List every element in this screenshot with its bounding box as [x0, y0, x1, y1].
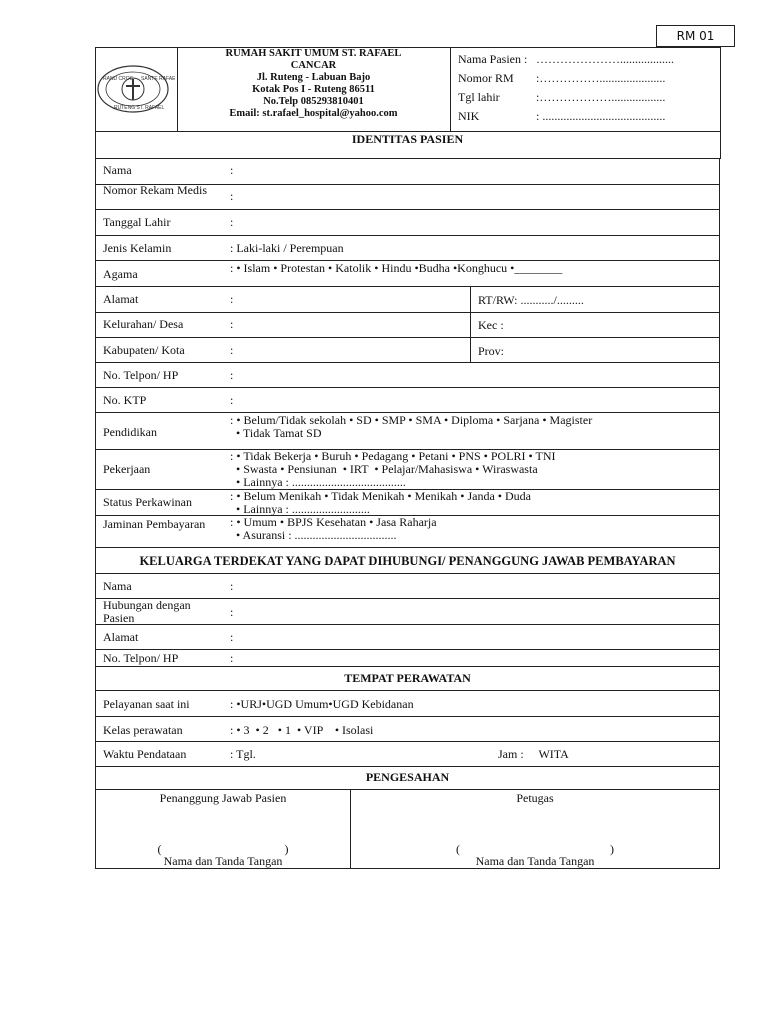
jaminan-pembayaran-label: Jaminan Pembayaran — [103, 517, 206, 531]
row-line — [95, 312, 720, 313]
hospital-name: RUMAH SAKIT UMUM ST. RAFAEL — [225, 48, 402, 59]
patient-nik-label: NIK — [458, 109, 480, 123]
row-line — [95, 649, 720, 650]
row-line — [95, 362, 720, 363]
alamat-label: Alamat — [103, 292, 139, 306]
pendidikan-options-line1[interactable]: : • Belum/Tidak sekolah • SD • SMP • SMA • Diploma • Sarjana • Magister — [230, 413, 593, 427]
pendidikan-label: Pendidikan — [103, 425, 157, 439]
logo-text-top-left: RANU CROS — [103, 76, 134, 82]
tempat-perawatan-title: TEMPAT PERAWATAN — [344, 671, 471, 685]
identitas-title: IDENTITAS PASIEN — [351, 132, 464, 146]
nama-label: Nama — [103, 163, 132, 177]
keluarga-title: KELUARGA TERDEKAT YANG DAPAT DIHUBUNGI/ PENANGGUNG JAWAB PEMBAYARAN — [139, 554, 676, 568]
hospital-logo — [95, 47, 175, 131]
kecamatan-field[interactable]: Kec : — [478, 318, 504, 332]
row-line — [95, 666, 720, 667]
patient-nik-field[interactable]: : ......................................... — [536, 109, 666, 123]
jaminan-pembayaran-options[interactable]: : • Umum • BPJS Kesehatan • Jasa Raharja — [230, 515, 437, 529]
alamat-field[interactable]: : — [230, 292, 234, 306]
status-perkawinan-label: Status Perkawinan — [103, 495, 192, 509]
nama-field[interactable]: : — [230, 163, 234, 177]
no-ktp-field[interactable]: : — [230, 393, 234, 407]
keluarga-telpon-field[interactable]: : — [230, 651, 234, 665]
penanggung-jawab-title: Penanggung Jawab Pasien — [159, 791, 287, 805]
waktu-pendataan-label: Waktu Pendataan — [103, 747, 187, 761]
petugas-signature-field[interactable]: ( ) — [456, 842, 614, 856]
keluarga-nama-label: Nama — [103, 579, 132, 593]
row-line — [95, 209, 720, 210]
pekerjaan-label: Pekerjaan — [103, 462, 151, 476]
kelurahan-desa-field[interactable]: : — [230, 317, 234, 331]
penanggung-jawab-caption: Nama dan Tanda Tangan — [163, 854, 283, 868]
hubungan-field[interactable]: : — [230, 605, 234, 619]
hospital-postbox: Kotak Pos I - Ruteng 86511 — [252, 84, 375, 95]
row-line — [95, 716, 720, 717]
petugas-caption: Nama dan Tanda Tangan — [475, 854, 595, 868]
no-telpon-field[interactable]: : — [230, 368, 234, 382]
waktu-pendataan-jam[interactable]: Jam : WITA — [498, 747, 569, 761]
asuransi-field[interactable]: • Asuransi : .................................. — [230, 528, 397, 542]
table-left-border — [95, 158, 96, 868]
patient-nik-row — [451, 107, 717, 126]
tanggal-lahir-label: Tanggal Lahir — [103, 215, 171, 229]
pendidikan-options-line2[interactable]: • Tidak Tamat SD — [230, 426, 322, 440]
row-line — [95, 387, 720, 388]
nomor-rekam-medis-field[interactable]: : — [230, 189, 234, 203]
patient-dob-label: Tgl lahir — [458, 90, 500, 104]
logo-text-top-right: SANTE RAFAEL — [141, 76, 175, 82]
nomor-rekam-medis-label: Nomor Rekam Medis — [103, 183, 207, 197]
pekerjaan-options-line2[interactable]: • Swasta • Pensiunan • IRT • Pelajar/Mahasiswa • Wiraswasta — [230, 462, 538, 476]
logo-text-bottom: RUTENG ST. RAFAEL — [114, 105, 165, 111]
row-line — [95, 286, 720, 287]
patient-summary-box — [451, 50, 717, 126]
row-line — [95, 573, 720, 574]
hospital-address: Jl. Ruteng - Labuan Bajo — [256, 72, 371, 83]
row-line — [95, 741, 720, 742]
pelayanan-options[interactable]: : •URJ•UGD Umum•UGD Kebidanan — [230, 697, 414, 711]
status-perkawinan-options[interactable]: : • Belum Menikah • Tidak Menikah • Menikah • Janda • Duda — [230, 489, 531, 503]
patient-dob-field[interactable]: :……………….................. — [536, 90, 666, 104]
hospital-name-2: CANCAR — [290, 60, 337, 71]
keluarga-telpon-label: No. Telpon/ HP — [103, 651, 179, 665]
row-line — [95, 690, 720, 691]
row-line — [95, 337, 720, 338]
rt-rw-field[interactable]: RT/RW: .........../......... — [478, 293, 584, 307]
jenis-kelamin-label: Jenis Kelamin — [103, 241, 172, 255]
petugas-title: Petugas — [516, 791, 554, 805]
agama-options[interactable]: : • Islam • Protestan • Katolik • Hindu •Budha •Konghucu •________ — [230, 261, 563, 275]
patient-name-label: Nama Pasien : — [458, 52, 528, 66]
patient-rm-field[interactable]: :……………...................... — [536, 71, 666, 85]
kelurahan-desa-label: Kelurahan/ Desa — [103, 317, 184, 331]
form-code-box: RM 01 — [656, 25, 735, 47]
kelas-perawatan-options[interactable]: : • 3 • 2 • 1 • VIP • Isolasi — [230, 723, 374, 737]
hospital-logo-cell — [95, 47, 178, 131]
jenis-kelamin-options[interactable]: : Laki-laki / Perempuan — [230, 241, 344, 255]
patient-rm-label: Nomor RM — [458, 71, 514, 85]
row-line — [95, 766, 720, 767]
patient-dob-row — [451, 88, 717, 107]
row-line — [95, 235, 720, 236]
hospital-email: Email: st.rafael_hospital@yahoo.com — [229, 108, 398, 119]
kabupaten-kota-label: Kabupaten/ Kota — [103, 343, 185, 357]
pekerjaan-lainnya[interactable]: • Lainnya : ...................................... — [230, 475, 406, 489]
address-column-divider — [470, 286, 471, 362]
keluarga-nama-field[interactable]: : — [230, 579, 234, 593]
pekerjaan-options-line1[interactable]: : • Tidak Bekerja • Buruh • Pedagang • Petani • PNS • POLRI • TNI — [230, 449, 556, 463]
hospital-info — [177, 47, 451, 132]
patient-name-row — [451, 50, 717, 69]
kelas-perawatan-label: Kelas perawatan — [103, 723, 183, 737]
status-perkawinan-lainnya[interactable]: • Lainnya : .......................... — [230, 502, 370, 516]
table-right-border — [719, 158, 720, 868]
agama-label: Agama — [103, 267, 138, 281]
row-line — [95, 789, 720, 790]
tanggal-lahir-field[interactable]: : — [230, 215, 234, 229]
hubungan-label: Hubungan dengan Pasien — [103, 598, 191, 625]
waktu-pendataan-tgl[interactable]: : Tgl. — [230, 747, 256, 761]
keluarga-alamat-field[interactable]: : — [230, 630, 234, 644]
patient-rm-row — [451, 69, 717, 88]
no-telpon-label: No. Telpon/ HP — [103, 368, 179, 382]
kabupaten-kota-field[interactable]: : — [230, 343, 234, 357]
table-top-border — [95, 158, 720, 159]
pengesahan-title: PENGESAHAN — [365, 770, 450, 784]
no-ktp-label: No. KTP — [103, 393, 147, 407]
keluarga-alamat-label: Alamat — [103, 630, 139, 644]
patient-name-field[interactable]: ………………….................. — [536, 52, 674, 66]
row-line — [95, 547, 720, 548]
pelayanan-label: Pelayanan saat ini — [103, 697, 190, 711]
provinsi-field[interactable]: Prov: — [478, 344, 505, 358]
penanggung-jawab-signature-field[interactable]: ( ) — [157, 842, 289, 856]
hospital-phone: No.Telp 085293810401 — [263, 96, 364, 107]
